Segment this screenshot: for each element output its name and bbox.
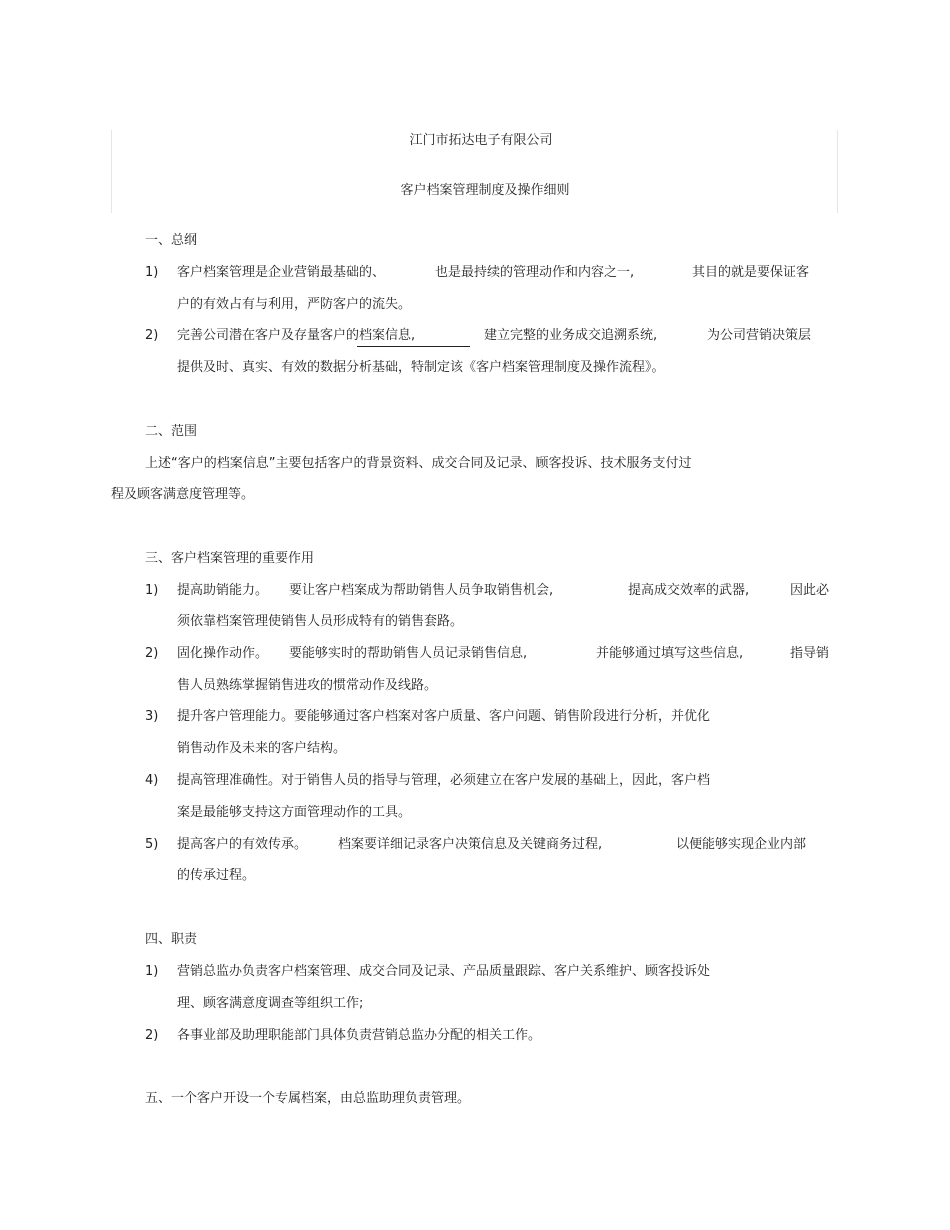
section-3-item-1-continuation: 须依靠档案管理使销售人员形成特有的销售套路。 [177, 614, 464, 629]
section-3-item-5-text-c: 以便能够实现企业内部 [676, 837, 807, 852]
section-3-item-1-text-d: 因此必 [790, 583, 830, 598]
section-3-item-3-text: 提升客户管理能力。要能够通过客户档案对客户质量、客户问题、销售阶段进行分析，并优化 [177, 709, 711, 724]
section-1-item-1-continuation: 户的有效占有与利用，严防客户的流失。 [177, 297, 412, 312]
company-name: 江门市拓达电子有限公司 [409, 133, 553, 148]
section-2-paragraph-line-1: 上述“客户的档案信息”主要包括客户的背景资料、成交合同及记录、顾客投诉、技术服务支付过 [145, 456, 692, 471]
section-4-item-1-text: 营销总监办负责客户档案管理、成交合同及记录、产品质量跟踪、客户关系维护、顾客投诉处 [177, 964, 711, 979]
section-1-item-2-text-c: 为公司营销决策层 [707, 328, 812, 343]
section-3-item-5-number: 5) [145, 837, 159, 852]
section-4-item-1-number: 1) [145, 964, 159, 979]
section-2-heading: 二、范围 [145, 424, 198, 439]
section-1-item-2-underline [357, 346, 470, 347]
section-5-heading: 五、一个客户开设一个专属档案，由总监助理负责管理。 [145, 1091, 471, 1106]
section-4-item-2-number: 2) [145, 1028, 159, 1043]
section-1-item-1-text-a: 客户档案管理是企业营销最基础的、 [177, 265, 386, 280]
section-1-heading: 一、总纲 [145, 233, 198, 248]
section-1-item-1-text-b: 也是最持续的管理动作和内容之一, [435, 265, 635, 280]
section-4-item-2-text: 各事业部及助理职能部门具体负责营销总监办分配的相关工作。 [177, 1028, 542, 1043]
section-3-item-5-text-a: 提高客户的有效传承。 [177, 837, 308, 852]
section-1-item-2-text-a: 完善公司潜在客户及存量客户的档案信息, [177, 328, 416, 343]
section-3-item-5-continuation: 的传承过程。 [177, 868, 256, 883]
section-3-item-2-continuation: 售人员熟练掌握销售进攻的惯常动作及线路。 [177, 678, 438, 693]
section-1-item-1-text-c: 其目的就是要保证客 [692, 265, 810, 280]
section-3-item-1-text-c: 提高成交效率的武器, [628, 583, 750, 598]
section-3-heading: 三、客户档案管理的重要作用 [145, 551, 315, 566]
section-3-item-2-number: 2) [145, 646, 159, 661]
section-3-item-4-text: 提高管理准确性。对于销售人员的指导与管理，必须建立在客户发展的基础上，因此，客户档 [177, 773, 711, 788]
section-3-item-4-continuation: 案是最能够支持这方面管理动作的工具。 [177, 805, 412, 820]
section-1-item-2-text-b: 建立完整的业务成交追溯系统, [484, 328, 658, 343]
section-1-item-2-number: 2) [145, 328, 159, 343]
section-3-item-5-text-b: 档案要详细记录客户决策信息及关键商务过程, [338, 837, 603, 852]
section-1-item-2-continuation: 提供及时、真实、有效的数据分析基础，特制定该《客户档案管理制度及操作流程》。 [177, 360, 665, 375]
section-3-item-2-text-c: 并能够通过填写这些信息, [596, 646, 744, 661]
section-2-paragraph-line-2: 程及顾客满意度管理等。 [111, 487, 255, 502]
section-1-item-1-number: 1) [145, 265, 159, 280]
section-3-item-1-text-b: 要让客户档案成为帮助销售人员争取销售机会, [289, 583, 554, 598]
section-3-item-1-number: 1) [145, 583, 159, 598]
section-3-item-3-continuation: 销售动作及未来的客户结构。 [177, 741, 347, 756]
section-3-item-1-text-a: 提高助销能力。 [177, 583, 269, 598]
section-3-item-2-text-b: 要能够实时的帮助销售人员记录销售信息, [289, 646, 528, 661]
section-4-heading: 四、职责 [145, 932, 198, 947]
section-4-item-1-continuation: 理、顾客满意度调查等组织工作; [177, 996, 364, 1011]
document-title: 客户档案管理制度及操作细则 [400, 183, 570, 198]
section-3-item-2-text-a: 固化操作动作。 [177, 646, 269, 661]
section-3-item-2-text-d: 指导销 [790, 646, 830, 661]
section-3-item-3-number: 3) [145, 709, 159, 724]
section-3-item-4-number: 4) [145, 773, 159, 788]
